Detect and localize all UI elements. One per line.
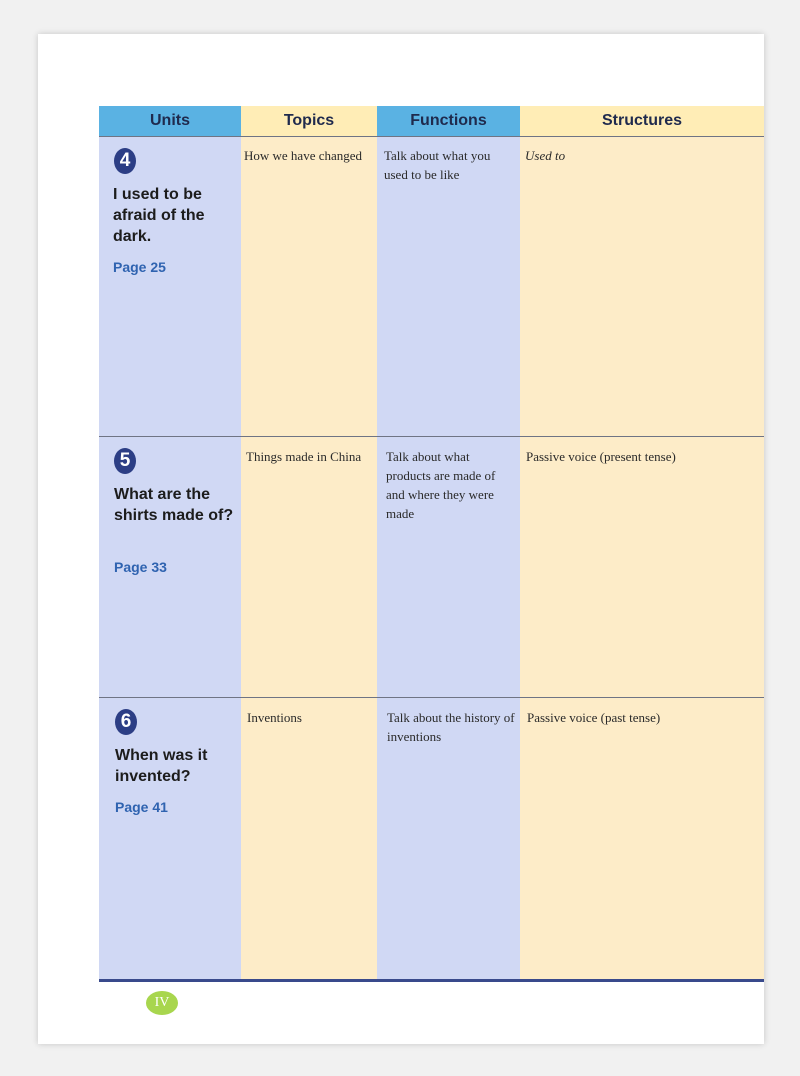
- header-structures: Structures: [520, 106, 764, 136]
- functions-column: [377, 106, 520, 982]
- row-divider: [99, 697, 764, 698]
- structures-column: [520, 106, 764, 982]
- function-cell: Talk about what products are made of and where they were made: [386, 449, 496, 521]
- topic-cell: How we have changed: [244, 148, 363, 163]
- row-divider: [99, 436, 764, 437]
- structure-cell: Passive voice (present tense): [526, 449, 676, 464]
- structure-cell: Passive voice (past tense): [527, 710, 661, 725]
- unit-number-badge: 5: [114, 448, 136, 474]
- page-number-badge: IV: [146, 991, 178, 1015]
- header-rule: [99, 136, 764, 137]
- unit-number-badge: 4: [114, 148, 136, 174]
- structure-cell: Used to: [525, 148, 566, 163]
- function-cell: Talk about the history of inventions: [387, 710, 515, 744]
- bottom-rule: [99, 979, 764, 982]
- unit-number-badge: 6: [115, 709, 137, 735]
- unit-title: When was it invented?: [115, 747, 208, 785]
- topics-column: [241, 106, 377, 982]
- contents-table: [99, 106, 764, 982]
- unit-page-link[interactable]: Page 41: [115, 799, 168, 815]
- unit-title: What are the shirts made of?: [114, 486, 234, 524]
- unit-page-link[interactable]: Page 33: [114, 559, 167, 575]
- unit-title: I used to be afraid of the dark.: [113, 186, 205, 245]
- topic-cell: Things made in China: [246, 449, 362, 464]
- function-cell: Talk about what you used to be like: [384, 148, 491, 182]
- header-units: Units: [99, 106, 241, 136]
- unit-page-link[interactable]: Page 25: [113, 259, 166, 275]
- header-functions: Functions: [377, 106, 520, 136]
- header-topics: Topics: [241, 106, 377, 136]
- topic-cell: Inventions: [247, 710, 302, 725]
